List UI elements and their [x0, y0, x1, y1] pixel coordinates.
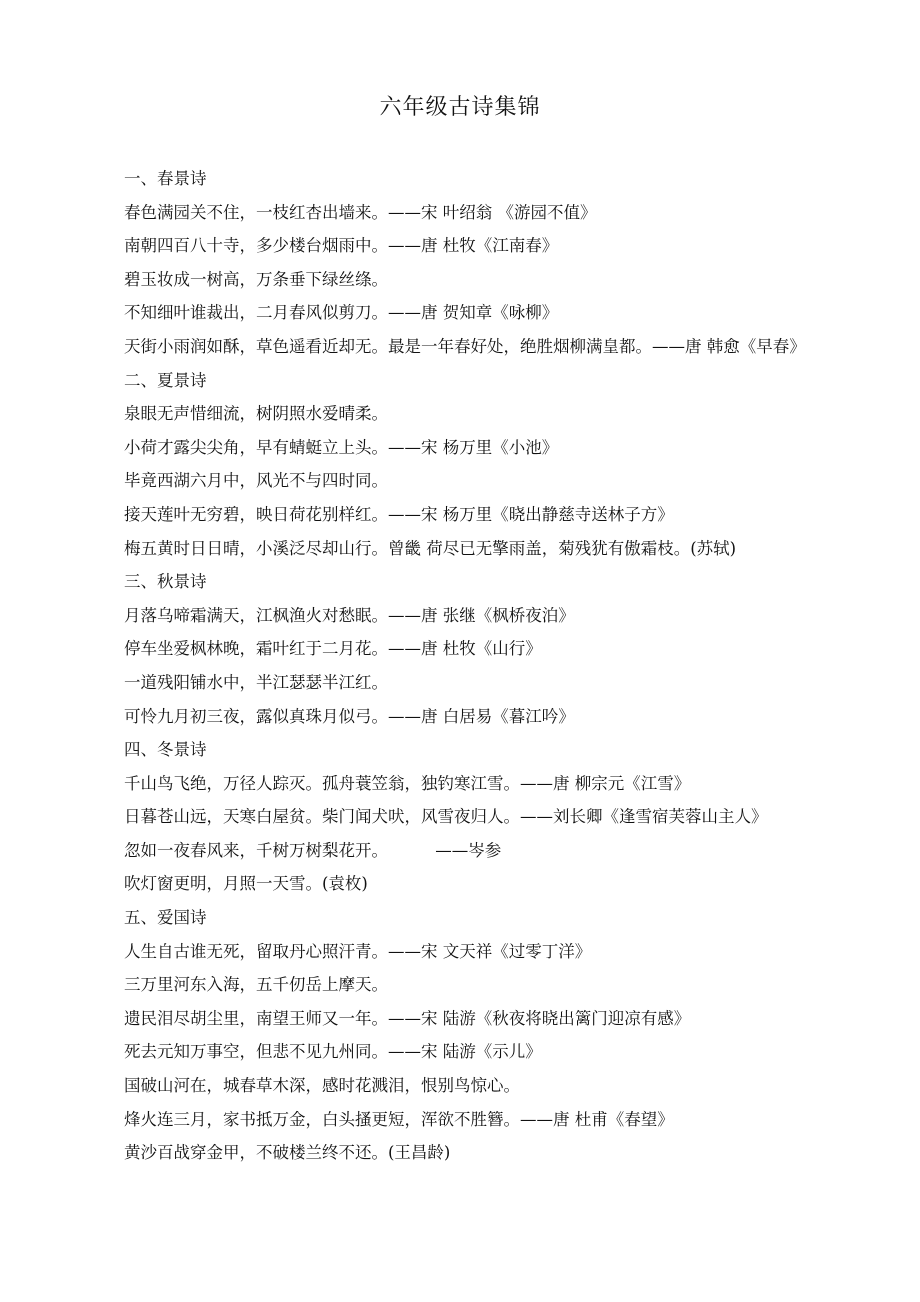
section-heading-autumn: 三、秋景诗 [124, 572, 207, 592]
poem-line: 千山鸟飞绝，万径人踪灭。孤舟蓑笠翁，独钓寒江雪。——唐 柳宗元《江雪》 [124, 773, 691, 793]
poem-line: 忽如一夜春风来，千树万树梨花开。 ——岑参 [124, 840, 502, 860]
section-heading-spring: 一、春景诗 [124, 169, 207, 188]
poem-line: 死去元知万事空，但悲不见九州同。——宋 陆游《示儿》 [124, 1042, 542, 1062]
poem-line: 日暮苍山远，天寒白屋贫。柴门闻犬吠，风雪夜归人。——刘长卿《逢雪宿芙蓉山主人》 [124, 807, 768, 827]
poem-line: 烽火连三月，家书抵万金，白头搔更短，浑欲不胜簪。——唐 杜甫《春望》 [124, 1109, 674, 1129]
section-heading-summer: 二、夏景诗 [124, 370, 207, 390]
poem-line: 月落乌啼霜满天，江枫渔火对愁眠。——唐 张继《枫桥夜泊》 [124, 605, 575, 625]
poem-line: 接天莲叶无穷碧，映日荷花别样红。——宋 杨万里《晓出静慈寺送林子方》 [124, 504, 674, 524]
poem-line: 泉眼无声惜细流，树阴照水爱晴柔。 [124, 404, 388, 424]
poem-line: 小荷才露尖尖角，早有蜻蜓立上头。——宋 杨万里《小池》 [124, 437, 559, 457]
poem-line: 吹灯窗更明，月照一天雪。(袁枚) [124, 874, 368, 894]
poem-line: 人生自古谁无死，留取丹心照汗青。——宋 文天祥《过零丁洋》 [124, 941, 592, 961]
poem-line-wrapped: 天街小雨润如酥，草色遥看近却无。最是一年春好处，绝胜烟柳满皇都。——唐 韩愈《早春》 [124, 336, 806, 356]
poem-line: 三万里河东入海，五千仞岳上摩天。 [124, 975, 388, 995]
poem-line: 毕竟西湖六月中，风光不与四时同。 [124, 471, 388, 491]
poem-line: 南朝四百八十寺，多少楼台烟雨中。——唐 杜牧《江南春》 [124, 236, 559, 256]
section-heading-winter: 四、冬景诗 [124, 740, 207, 760]
poem-line: 停车坐爱枫林晚，霜叶红于二月花。——唐 杜牧《山行》 [124, 639, 542, 659]
section-heading-patriotic: 五、爱国诗 [124, 908, 207, 928]
poem-line: 春色满园关不住，一枝红杏出墙来。——宋 叶绍翁 《游园不值》 [124, 202, 597, 222]
poem-line: 一道残阳铺水中，半江瑟瑟半江红。 [124, 672, 388, 692]
poem-line: 梅五黄时日日晴，小溪泛尽却山行。曾畿 荷尽已无擎雨盖，菊残犹有傲霜枝。(苏轼) [124, 538, 737, 558]
poem-line: 国破山河在，城春草木深，感时花溅泪，恨别鸟惊心。 [124, 1076, 520, 1096]
poem-line: 黄沙百战穿金甲，不破楼兰终不还。(王昌龄) [124, 1143, 451, 1163]
poem-line: 碧玉妆成一树高，万条垂下绿丝绦。 [124, 269, 388, 289]
page-title: 六年级古诗集锦 [379, 95, 541, 120]
poem-line: 遗民泪尽胡尘里，南望王师又一年。——宋 陆游《秋夜将晓出篱门迎凉有感》 [124, 1008, 691, 1028]
poem-line: 不知细叶谁裁出，二月春风似剪刀。——唐 贺知章《咏柳》 [124, 303, 559, 323]
poem-list [88, 162, 838, 1170]
poem-line: 可怜九月初三夜，露似真珠月似弓。——唐 白居易《暮江吟》 [124, 706, 575, 726]
